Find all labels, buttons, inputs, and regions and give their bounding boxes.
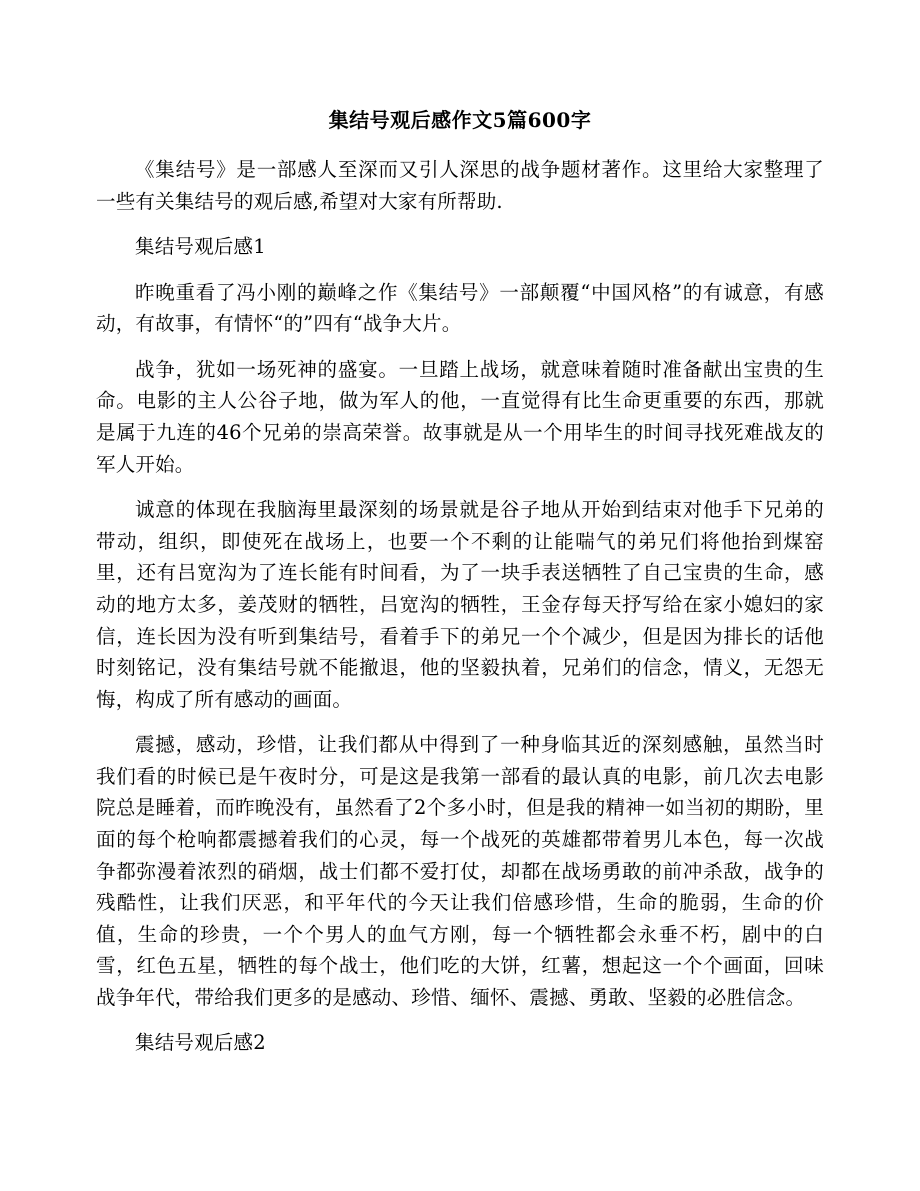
section-heading-1: 集结号观后感1 <box>135 235 266 259</box>
paragraph-3: 诚意的体现在我脑海里最深刻的场景就是谷子地从开始到结束对他手下兄弟的带动，组织，即使死在战场上，也要一个不剩的让能喘气的弟兄们将他抬到煤窑里，还有吕宽沟为了连长能有时间看，为了一块手表送牺牲了自己宝贵的生命，感动的地方太多，姜茂财的牺牲，吕宽沟的牺牲，王金存每天抒写给在家小媳妇的家信，连长因为没有听到集结号，看着手下的弟兄一个个减少，但是因为排长的话他时刻铭记，没有集结号就不能撤退，他的坚毅执着，兄弟们的信念，情义，无怨无悔，构成了所有感动的画面。 <box>96 498 824 711</box>
paragraph-1: 昨晚重看了冯小刚的巅峰之作《集结号》一部颠覆“中国风格”的有诚意，有感动，有故事，有情怀“的”四有“战争大片。 <box>96 280 824 336</box>
page-title: 集结号观后感作文5篇600字 <box>328 108 592 132</box>
section-heading-2: 集结号观后感2 <box>135 1031 266 1055</box>
paragraph-intro: 《集结号》是一部感人至深而又引人深思的战争题材著作。这里给大家整理了一些有关集结号的观后感,希望对大家有所帮助. <box>96 158 824 213</box>
paragraph-4: 震撼，感动，珍惜，让我们都从中得到了一种身临其近的深刻感触，虽然当时我们看的时候已是午夜时分，可是这是我第一部看的最认真的电影，前几次去电影院总是睡着，而昨晚没有，虽然看了2个多小时，但是我的精神一如当初的期盼，里面的每个枪响都震撼着我们的心灵，每一个战死的英雄都带着男儿本色，每一次战争都弥漫着浓烈的硝烟，战士们都不爱打仗，却都在战场勇敢的前冲杀敌，战争的残酷性，让我们厌恶，和平年代的今天让我们倍感珍惜，生命的脆弱，生命的价值，生命的珍贵，一个个男人的血气方刚，每一个牺牲都会永垂不朽，剧中的白雪，红色五星，牺牲的每个战士，他们吃的大饼，红薯，想起这一个个画面，回味战争年代，带给我们更多的是感动、珍惜、缅怀、震撼、勇敢、坚毅的必胜信念。 <box>96 733 824 1009</box>
paragraph-2: 战争，犹如一场死神的盛宴。一旦踏上战场，就意味着随时准备献出宝贵的生命。电影的主人公谷子地，做为军人的他，一直觉得有比生命更重要的东西，那就是属于九连的46个兄弟的崇高荣誉。故事就是从一个用毕生的时间寻找死难战友的军人开始。 <box>96 357 824 476</box>
